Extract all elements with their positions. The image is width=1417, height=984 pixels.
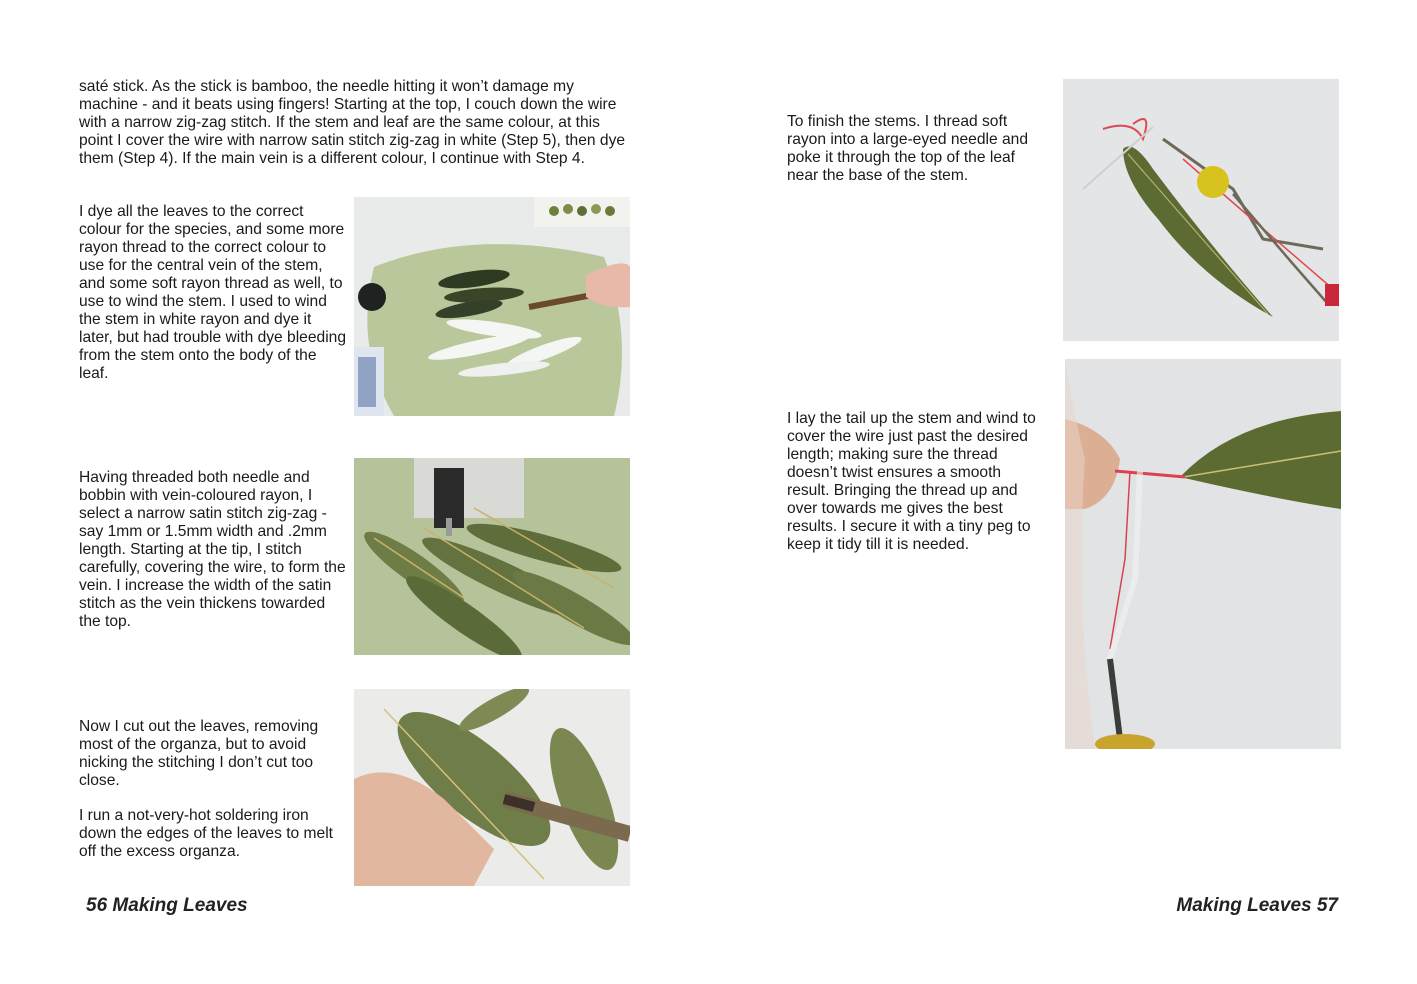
left-page bbox=[0, 0, 708, 984]
thread-paragraph: Having threaded both needle and bobbin with vein-coloured rayon, I select a narrow satin stitch zig-zag - say 1mm or 1.5mm width and .2mm length. Starting at the tip, I stitch carefully, covering the wire, to form the vein. I increase the width of the satin stitch as the vein thickens towarded the top. bbox=[79, 469, 346, 630]
page-number: 57 bbox=[1316, 895, 1338, 916]
dye-paragraph: I dye all the leaves to the correct colour for the species, and some more rayon thread to the correct colour to use for the central vein of the stem, and some soft rayon thread as well, to use to wind the stem. I used to wind the stem in white rayon and dye it later, but had trouble with dye bleeding from the stem onto the body of the leaf. bbox=[79, 203, 347, 382]
page-number: 56 bbox=[86, 895, 108, 916]
cut-paragraph: Now I cut out the leaves, removing most of the organza, but to avoid nicking the stitching I don’t cut too close. bbox=[79, 718, 319, 789]
wind-paragraph: I lay the tail up the stem and wind to cover the wire just past the desired length; making sure the thread doesn’t twist ensures a smooth result. Bringing the thread up and over towards me gives the best results. I secure it with a tiny peg to keep it tidy till it is needed. bbox=[787, 410, 1036, 553]
photo-stitching-vein bbox=[354, 458, 630, 655]
solder-paragraph: I run a not-very-hot soldering iron down the edges of the leaves to melt off the excess organza. bbox=[79, 807, 333, 860]
finish-paragraph: To finish the stems. I thread soft rayon into a large-eyed needle and poke it through the top of the leaf near the base of the stem. bbox=[787, 113, 1029, 184]
running-title: Making Leaves bbox=[112, 895, 248, 916]
photo-threading-needle bbox=[1063, 79, 1339, 341]
photo-dyeing-leaves bbox=[354, 197, 630, 416]
intro-paragraph: saté stick. As the stick is bamboo, the needle hitting it won’t damage my machine - and it beats using fingers! Starting at the top, I couch down the wire with a narrow zig-zag stitch. If the stem and leaf are the same colour, at this point I cover the wire with narrow satin stitch zig-zag in white (Step 5), then dye them (Step 4). If the main vein is a different colour, I continue with Step 4. bbox=[79, 78, 626, 167]
photo-soldering-edges bbox=[354, 689, 630, 886]
right-page bbox=[708, 0, 1417, 984]
photo-winding-stem bbox=[1065, 359, 1341, 749]
running-title: Making Leaves bbox=[1176, 895, 1312, 916]
folio-right bbox=[1176, 894, 1338, 918]
folio-left bbox=[86, 894, 248, 918]
